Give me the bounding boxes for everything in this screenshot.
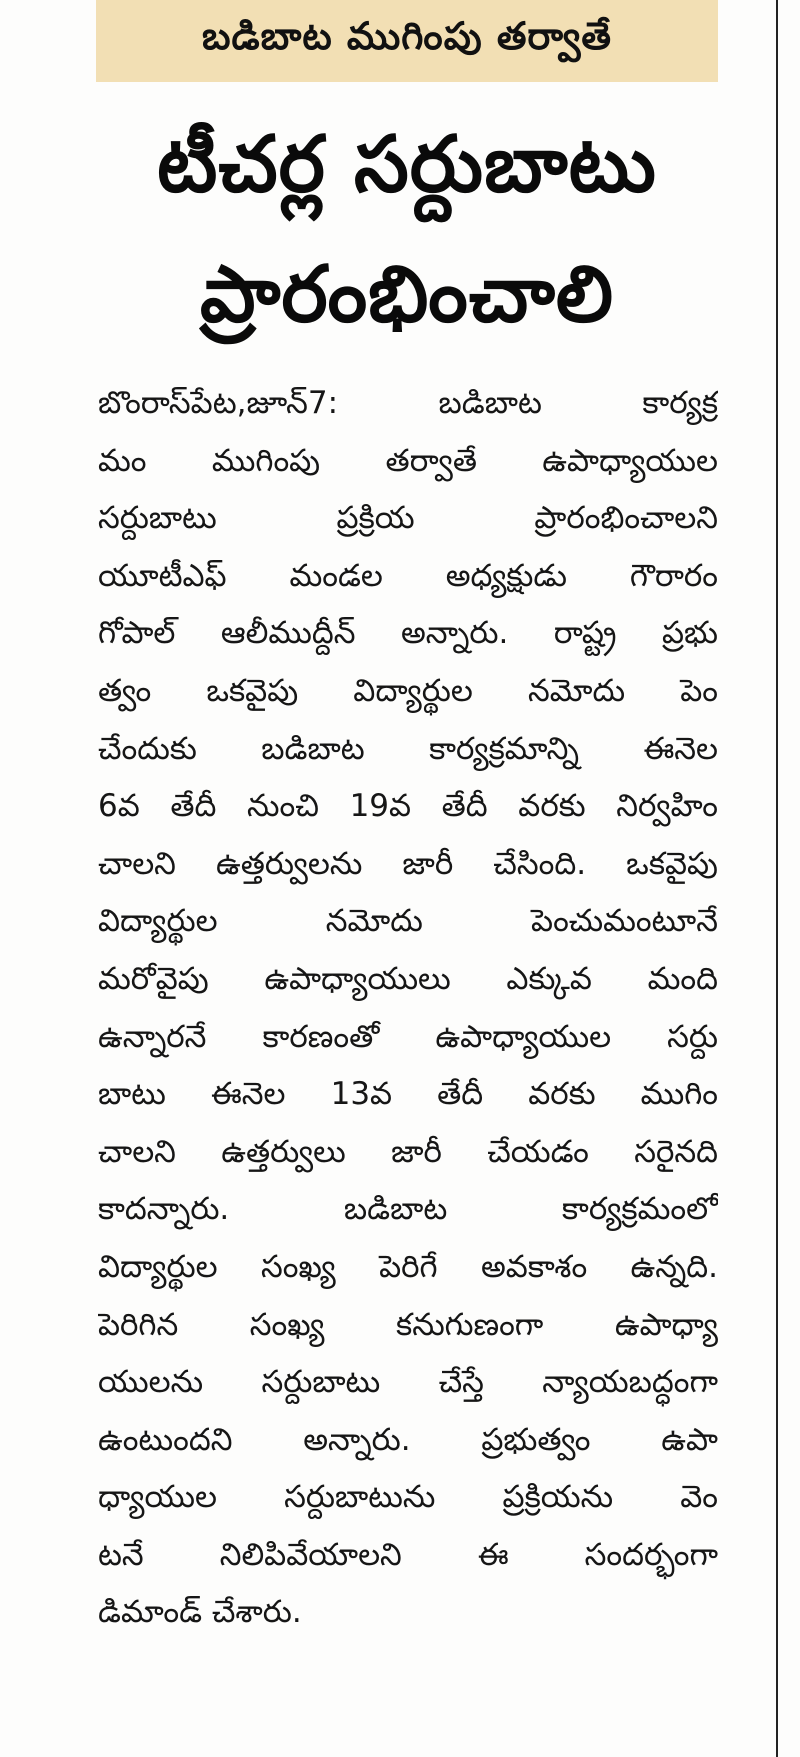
body-line: సర్దుబాటు ప్రక్రియ ప్రారంభించాలని: [98, 500, 718, 537]
body-line: బొంరాస్‌పేట,జూన్7: బడిబాట కార్యక్ర: [98, 385, 718, 421]
body-line: విద్యార్థుల నమోదు పెంచుమంటూనే: [98, 903, 718, 940]
body-line: యులను సర్దుబాటు చేస్తే న్యాయబద్ధంగా: [98, 1364, 718, 1401]
body-line: టనే నిలిపివేయాలని ఈ సందర్భంగా: [98, 1536, 718, 1573]
body-line: గోపాల్ ఆలీముద్దీన్ అన్నారు. రాష్ట్ర ప్రభు: [98, 615, 718, 652]
body-line: చాలని ఉత్తర్వులు జారీ చేయడం సరైనది: [98, 1133, 718, 1170]
body-line: మరోవైపు ఉపాధ్యాయులు ఎక్కువ మంది: [98, 960, 718, 997]
body-line: విద్యార్థుల సంఖ్య పెరిగే అవకాశం ఉన్నది.: [98, 1248, 718, 1285]
body-line: మం ముగింపు తర్వాతే ఉపాధ్యాయుల: [98, 442, 718, 479]
body-line: బాటు ఈనెల 13వ తేదీ వరకు ముగిం: [98, 1076, 718, 1113]
kicker-band: [96, 0, 718, 82]
article-body: [98, 375, 718, 1642]
body-line: ఉంటుందని అన్నారు. ప్రభుత్వం ఉపా: [98, 1421, 718, 1458]
kicker-text: బడిబాట ముగింపు తర్వాతే: [202, 14, 612, 58]
headline: [96, 100, 718, 360]
body-line: త్వం ఒకవైపు విద్యార్థుల నమోదు పెం: [98, 672, 718, 709]
body-line: ధ్యాయుల సర్దుబాటును ప్రక్రియను వెం: [98, 1479, 718, 1516]
body-line: చేందుకు బడిబాట కార్యక్రమాన్ని ఈనెల: [98, 730, 718, 767]
column-divider: [776, 0, 778, 1757]
body-line: కాదన్నారు. బడిబాట కార్యక్రమంలో: [98, 1191, 718, 1228]
headline-line: టీచర్ల సర్దుబాటు: [157, 120, 657, 210]
body-line: పెరిగిన సంఖ్య కనుగుణంగా ఉపాధ్యా: [98, 1306, 718, 1343]
body-line: ఉన్నారనే కారణంతో ఉపాధ్యాయుల సర్దు: [98, 1018, 718, 1055]
body-line: యూటీఎఫ్ మండల అధ్యక్షుడు గౌరారం: [98, 557, 718, 594]
body-line: 6వ తేదీ నుంచి 19వ తేదీ వరకు నిర్వహిం: [98, 788, 718, 825]
headline-line: ప్రారంభించాలి: [199, 250, 615, 340]
body-line: చాలని ఉత్తర్వులను జారీ చేసింది. ఒకవైపు: [98, 845, 718, 882]
body-line: డిమాండ్ చేశారు.: [98, 1594, 302, 1631]
